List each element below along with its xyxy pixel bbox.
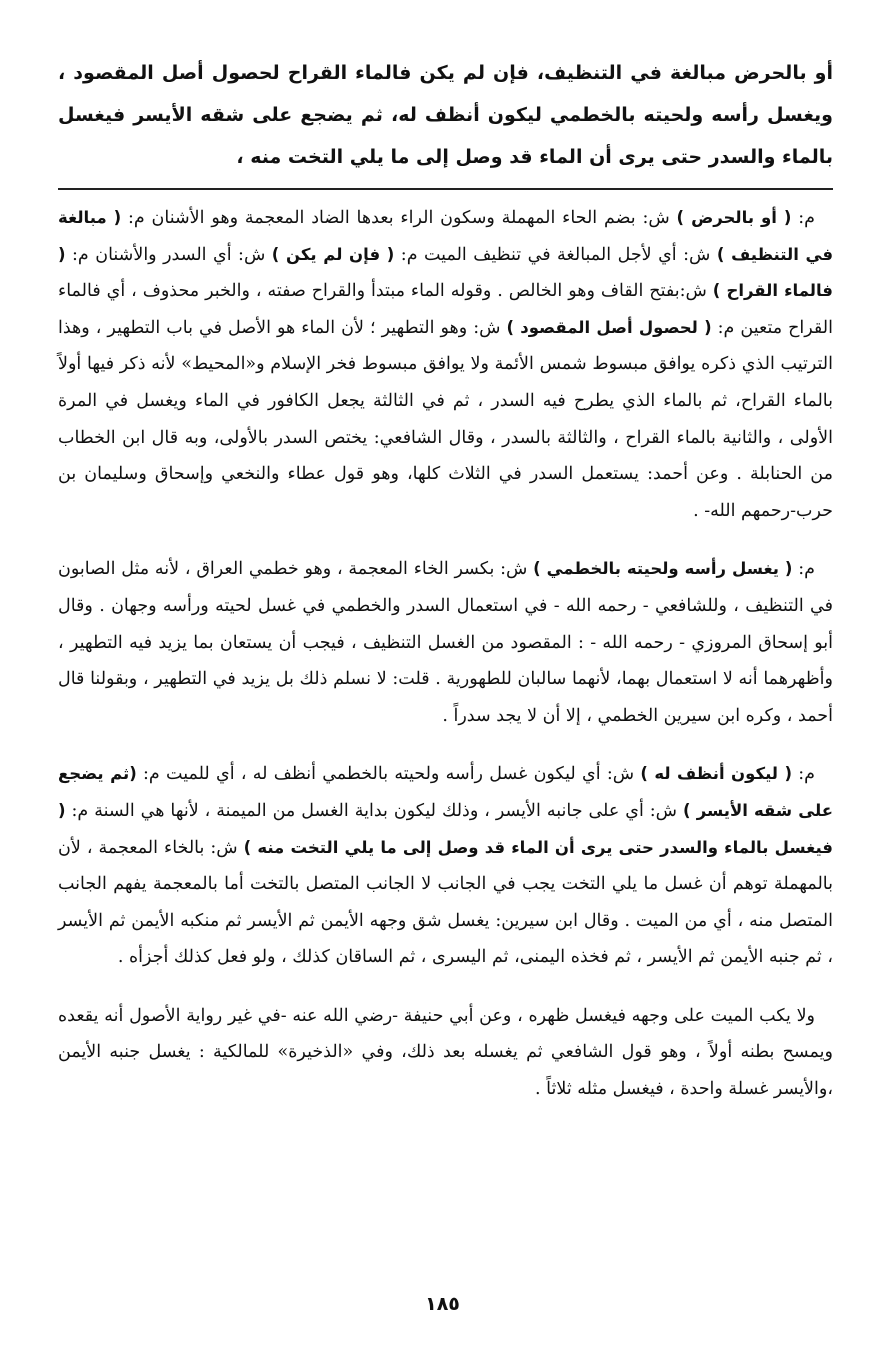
commentary (58, 200, 833, 1108)
matn-quote: ( مبالغة في التنظيف ) (58, 208, 833, 264)
commentary-paragraph-2 (58, 551, 833, 734)
matn-quote: (ثم يضجع على شقه الأيسر ) (58, 764, 833, 820)
commentary-text: ش:بفتح القاف وهو الخالص . وقوله الماء مبتدأ والقراح صفته ، والخبر محذوف ، أي فالماء القراح متعين م: (58, 281, 833, 338)
commentary-text: ش: بالخاء المعجمة ، لأن بالمهملة توهم أن غسل ما يلي التخت يجب في الجانب لا الجانب المتصل بالتخت أما بالمعجمة يفهم الجانب المتصل منه ، أي من الميت . وقال ابن سيرين: يغسل شق وجهه الأيمن ثم الأيسر ثم منكبه الأيمن ثم الأيسر ، ثم جنبه الأيمن ثم الأيسر ، ثم فخذه اليمنى، ثم اليسرى ، ثم الساقان كذلك ، ولو فعل كذلك أجزأه . (58, 837, 833, 968)
commentary-text: م: (792, 764, 816, 785)
commentary-text: ش: بكسر الخاء المعجمة ، وهو خطمي العراق ، لأنه مثل الصابون في التنظيف ، وللشافعي - رحمه الله - في استعمال السدر والخطمي في غسل لحيته ورأسه وجهان . وقال أبو إسحاق المروزي - رحمه الله - : المقصود من الغسل التنظيف ، فيجب أن يستعان بما يزيد فيه التطهير ، وأظهرهما أنه لا استعمال بهما، لأنهما سالبان للطهورية . قلت: لا نسلم ذلك بل يزيد في التطهير ، وبقولنا قال أحمد ، وكره ابن سيرين الخطمي ، إلا أن لا يجد سدراً . (58, 559, 833, 726)
matn-quote: ( فيغسل بالماء والسدر حتى يرى أن الماء قد وصل إلى ما يلي التخت منه ) (58, 800, 833, 857)
matn-line-3: الماء قد وصل إلى ما يلي التخت منه ، (236, 146, 583, 168)
commentary-text: ش: أي لأجل المبالغة في تنظيف الميت م: (394, 244, 717, 265)
commentary-text: ش: بضم الحاء المهملة وسكون الراء بعدها الضاد المعجمة وهو الأشنان م: (121, 208, 677, 228)
matn-quote: ( فإن لم يكن ) (271, 244, 395, 264)
commentary-text: ش: أي السدر والأشنان م: (65, 244, 272, 265)
separator-rule (58, 188, 833, 190)
matn-quote: ( يغسل رأسه ولحيته بالخطمي ) (533, 559, 793, 579)
commentary-text: ولا يكب الميت على وجهه فيغسل ظهره ، وعن أبي حنيفة -رضي الله عنه -في غير رواية الأصول أنه يقعده ويمسح بطنه أولاً ، وهو قول الشافعي ثم يغسله بعد ذلك، وفي «الذخيرة» للمالكية : يغسل جنبه الأيمن ،والأيسر غسلة واحدة ، فيغسل مثله ثلاثاً . (58, 1005, 833, 1100)
matn-quote: ( أو بالحرض ) (676, 208, 792, 227)
matn-line-1: أو بالحرض مبالغة في التنظيف، فإن لم يكن فالماء القراح لحصول أصل المقصود ، ويغسل رأسه (58, 62, 833, 126)
commentary-paragraph-1 (58, 200, 833, 529)
commentary-text: م: (791, 208, 816, 228)
commentary-text: ش: أي على جانبه الأيسر ، وذلك ليكون بداية الغسل من الميمنة ، لأنها هي السنة م: (65, 800, 684, 821)
commentary-paragraph-4 (58, 998, 833, 1108)
matn-text (58, 52, 833, 178)
commentary-paragraph-3 (58, 756, 833, 976)
commentary-text: ش: وهو التطهير ؛ لأن الماء هو الأصل في باب التطهير ، وهذا الترتيب الذي ذكره يوافق مبسوط شمس الأئمة ولا يوافق مبسوط فخر الإسلام و«المحيط» لأنه ذكر فيها أولاً بالماء القراح، ثم بالماء الذي يطرح فيه السدر ، ثم في الثالثة يجعل الكافور في الماء ويغسل في المرة الأولى ، والثانية بالماء القراح ، والثالثة بالسدر ، وقال الشافعي: يختص السدر بالأولى، وبه قال ابن الخطاب من الحنابلة . وعن أحمد: يستعمل السدر في الثلاث كلها، وهو قول عطاء والنخعي وإسحاق وسليمان بن حرب-رحمهم الله- . (58, 317, 833, 521)
matn-quote: ( ليكون أنظف له ) (640, 764, 792, 784)
commentary-text: م: (792, 559, 815, 580)
commentary-text: ش: أي ليكون غسل رأسه ولحيته بالخطمي أنظف له ، أي للميت م: (136, 764, 641, 785)
matn-line-2: ولحيته بالخطمي ليكون أنظف له، ثم يضجع على شقه الأيسر فيغسل بالماء والسدر حتى يرى أن (58, 104, 833, 168)
book-page (58, 52, 833, 1130)
matn-quote: ( لحصول أصل المقصود ) (506, 317, 712, 337)
page-number: ١٨٥ (425, 1293, 460, 1315)
matn-quote: ( فالماء القراح ) (58, 244, 833, 301)
